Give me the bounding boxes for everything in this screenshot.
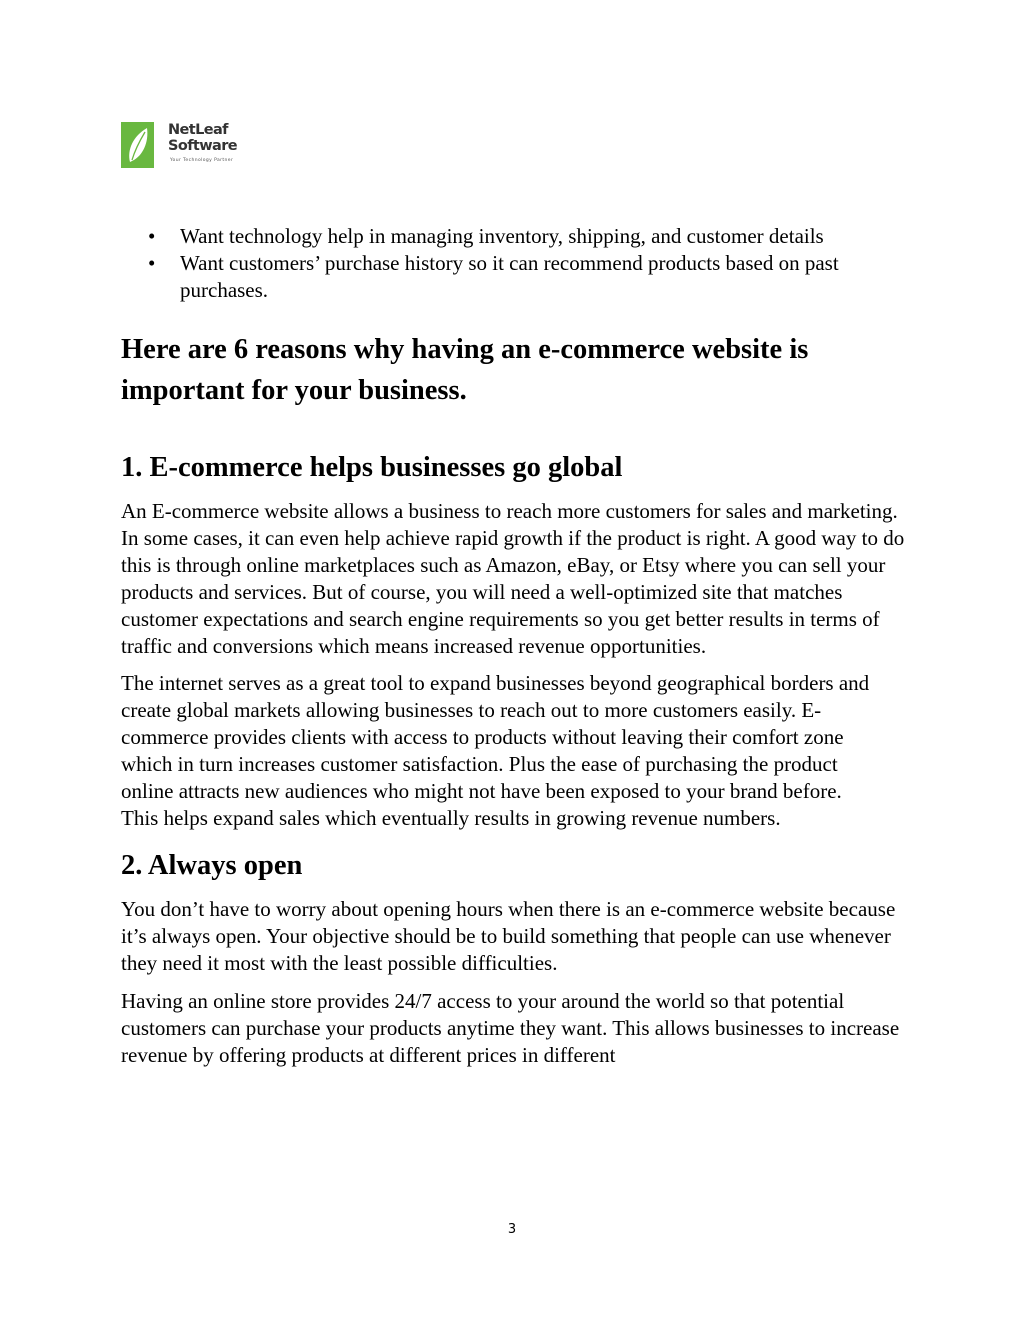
logo-tagline: Your Technology Partner <box>170 158 234 163</box>
leaf-icon <box>121 122 154 168</box>
logo-text-line1: NetLeaf <box>168 122 228 138</box>
page-number: 3 <box>507 1222 517 1237</box>
bullet-icon: • <box>148 251 156 275</box>
main-heading: Here are 6 reasons why having an e-commerce website is important for your business. <box>121 334 809 406</box>
list-item-text: Want technology help in managing inventory, shipping, and customer details <box>180 224 824 248</box>
paragraph: The internet serves as a great tool to expand businesses beyond geographical borders and create global markets allowing businesses to reach out to more customers easily. E-commerce provides clients with access to products without leaving their comfort zone which in turn increases customer satisfaction. Plus the ease of purchasing the product online attracts new audiences who might not have been exposed to your brand before. This helps expand sales which eventually results in growing revenue numbers. <box>121 671 870 830</box>
section-heading: 2. Always open <box>121 850 303 881</box>
list-item <box>121 223 911 250</box>
logo-text-line2: Software <box>168 138 238 154</box>
paragraph: Having an online store provides 24/7 access to your around the world so that potential customers can purchase your products anytime they want. This allows businesses to increase revenue by offering products at different prices in different <box>121 989 900 1067</box>
bullet-list <box>121 223 911 304</box>
paragraph: An E-commerce website allows a business to reach more customers for sales and marketing. In some cases, it can even help achieve rapid growth if the product is right. A good way to do this is through online marketplaces such as Amazon, eBay, or Etsy where you can sell your products and services. But of course, you will need a well-optimized site that matches customer expectations and search engine requirements so you get better results in terms of traffic and conversions which means increased revenue opportunities. <box>121 499 905 658</box>
list-item-text: Want customers’ purchase history so it can recommend products based on past purchases. <box>180 251 839 302</box>
bullet-icon: • <box>148 224 156 248</box>
document-body <box>121 223 911 1069</box>
paragraph: You don’t have to worry about opening hours when there is an e-commerce website because it’s always open. Your objective should be to build something that people can use whenever they need it most with the least possible difficulties. <box>121 897 896 975</box>
list-item <box>121 250 911 304</box>
section-heading: 1. E-commerce helps businesses go global <box>121 452 623 483</box>
netleaf-logo <box>121 120 261 172</box>
